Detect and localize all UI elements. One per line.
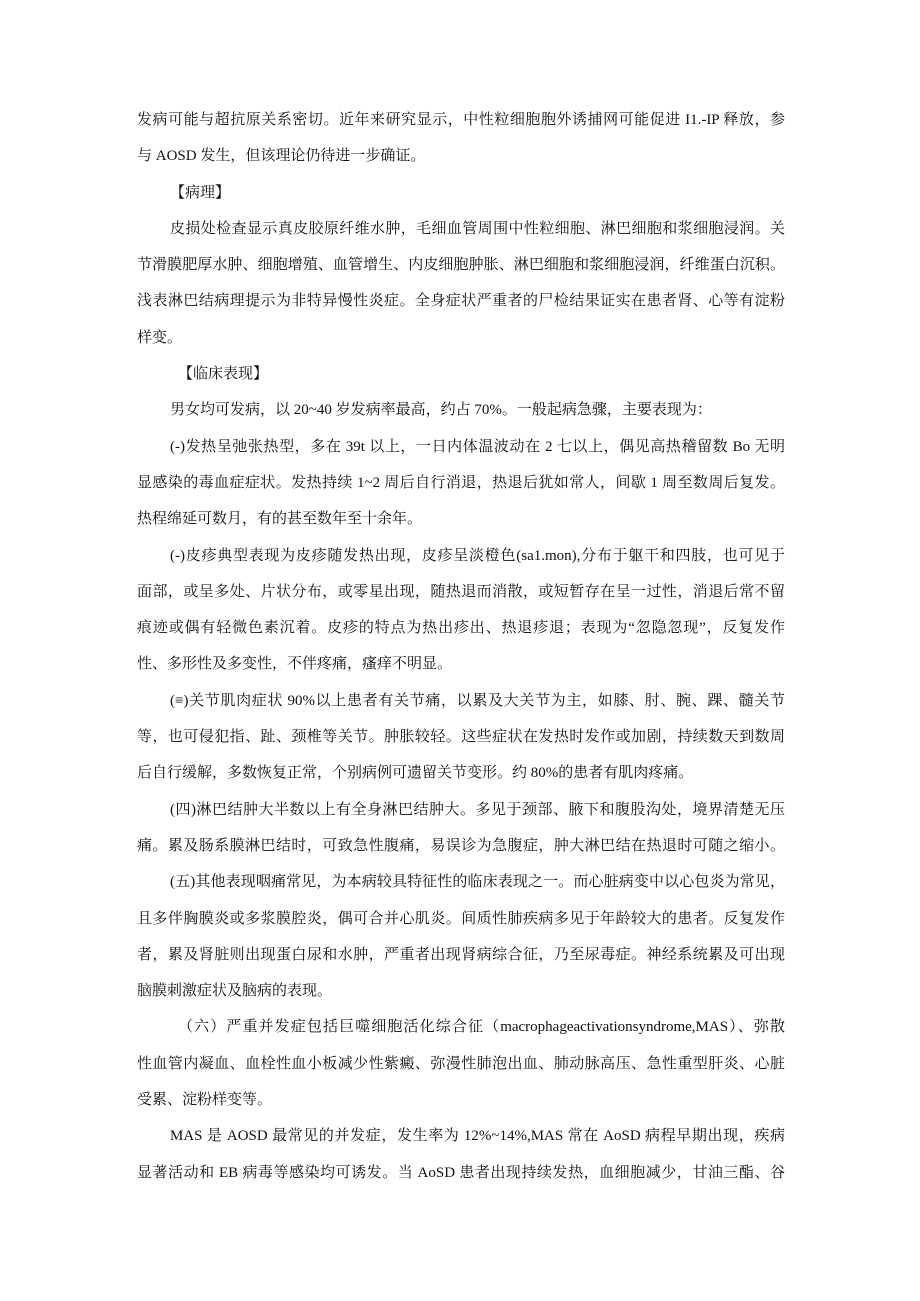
text-line: 热程绵延可数月，有的甚至数年至十余年。 xyxy=(137,511,423,528)
text-line: 发病可能与超抗原关系密切。近年来研究显示，中性粒细胞胞外诱捕网可能促进 I1.-IP 释放，参 xyxy=(137,112,785,128)
text-line: 样变。 xyxy=(137,329,183,346)
paragraph-item-lymph xyxy=(137,792,785,865)
text-line: 者，累及肾脏则出现蛋白尿和水肿，严重者出现肾病综合征，乃至尿毒症。神经系统累及可出现 xyxy=(137,946,785,963)
text-line: 面部，或呈多处、片状分布，或零星出现，随热退而消散，或短暂存在呈一过性，消退后常不留 xyxy=(137,583,785,600)
text-line: 痛。累及肠系膜淋巴结时，可致急性腹痛，易误诊为急腹症，肿大淋巴结在热退时可随之缩小。 xyxy=(137,837,785,854)
section-heading-clinical: 【临床表现】 xyxy=(178,366,269,383)
text-line: 受累、淀粉样变等。 xyxy=(137,1092,273,1109)
section-heading-pathology: 【病理】 xyxy=(170,184,231,201)
paragraph-intro xyxy=(137,102,785,175)
text-line: 后自行缓解，多数恢复正常，个别病例可遗留关节变形。约 80%的患者有肌肉疼痛。 xyxy=(137,765,694,782)
paragraph-item-other xyxy=(137,864,785,1009)
text-line: 浅表淋巴结病理提示为非特异慢性炎症。全身症状严重者的尸检结果证实在患者肾、心等有淀粉 xyxy=(137,293,785,310)
text-line: 且多伴胸膜炎或多浆膜腔炎，偶可合并心肌炎。间质性肺疾病多见于年龄较大的患者。反复发作 xyxy=(137,910,785,927)
text-line: (-)发热呈弛张热型，多在 39t 以上，一日内体温波动在 2 七以上，偶见高热稽留数 Bo 无明 xyxy=(170,438,785,455)
text-line: （六）严重并发症包括巨噬细胞活化综合征（macrophageactivationsyndrome,MAS）、弥散 xyxy=(178,1019,785,1036)
text-line: 脑膜刺激症状及脑病的表现。 xyxy=(137,983,333,1000)
text-line: 痕迹或偶有轻微色素沉着。皮疹的特点为热出疹出、热退疹退；表现为“忽隐忽现”，反复发作 xyxy=(137,620,785,637)
text-line: 性血管内凝血、血栓性血小板减少性紫癜、弥漫性肺泡出血、肺动脉高压、急性重型肝炎、心脏 xyxy=(137,1055,785,1072)
document-body xyxy=(137,102,785,1191)
text-line: MAS 是 AOSD 最常见的并发症，发生率为 12%~14%,MAS 常在 AoSD 病程早期出现，疾病 xyxy=(170,1128,785,1145)
text-line: 皮损处检查显示真皮胶原纤维水肿，毛细血管周围中性粒细胞、淋巴细胞和浆细胞浸润。关 xyxy=(170,220,785,237)
text-line: (五)其他表现咽痛常见，为本病较具特征性的临床表现之一。而心脏病变中以心包炎为常见， xyxy=(170,874,785,891)
text-line: 显感染的毒血症症状。发热持续 1~2 周后自行消退，热退后犹如常人，间歇 1 周至数周后复发。 xyxy=(137,474,785,491)
paragraph-clinical-intro: 男女均可发病，以 20~40 岁发病率最高，约占 70%。一般起病急骤，主要表现为： xyxy=(170,402,712,419)
paragraph-item-joints xyxy=(137,683,785,792)
paragraph-mas xyxy=(137,1118,785,1191)
text-line: (≡)关节肌肉症状 90%以上患者有关节痛，以累及大关节为主，如膝、肘、腕、踝、髓关节 xyxy=(170,692,785,709)
paragraph-item-rash xyxy=(137,538,785,683)
text-line: (四)淋巴结肿大半数以上有全身淋巴结肿大。多见于颈部、腋下和腹股沟处，境界清楚无压 xyxy=(170,801,785,818)
paragraph-pathology xyxy=(137,211,785,356)
text-line: 节滑膜肥厚水肿、细胞增殖、血管增生、内皮细胞肿胀、淋巴细胞和浆细胞浸润，纤维蛋白沉积。 xyxy=(137,257,785,274)
text-line: 性、多形性及多变性，不伴疼痛，瘙痒不明显。 xyxy=(137,656,453,673)
text-line: (-)皮疹典型表现为皮疹随发热出现，皮疹呈淡橙色(sa1.mon),分布于躯干和四肢，也可见于 xyxy=(170,547,785,564)
text-line: 与 AOSD 发生，但该理论仍待进一步确证。 xyxy=(137,148,426,165)
paragraph-item-fever xyxy=(137,429,785,538)
text-line: 显著活动和 EB 病毒等感染均可诱发。当 AoSD 患者出现持续发热，血细胞减少，甘油三酯、谷 xyxy=(137,1164,785,1181)
paragraph-item-complications xyxy=(137,1009,785,1118)
text-line: 等，也可侵犯指、趾、颈椎等关节。肿胀较轻。这些症状在发热时发作或加剧，持续数天到数周 xyxy=(137,729,785,746)
